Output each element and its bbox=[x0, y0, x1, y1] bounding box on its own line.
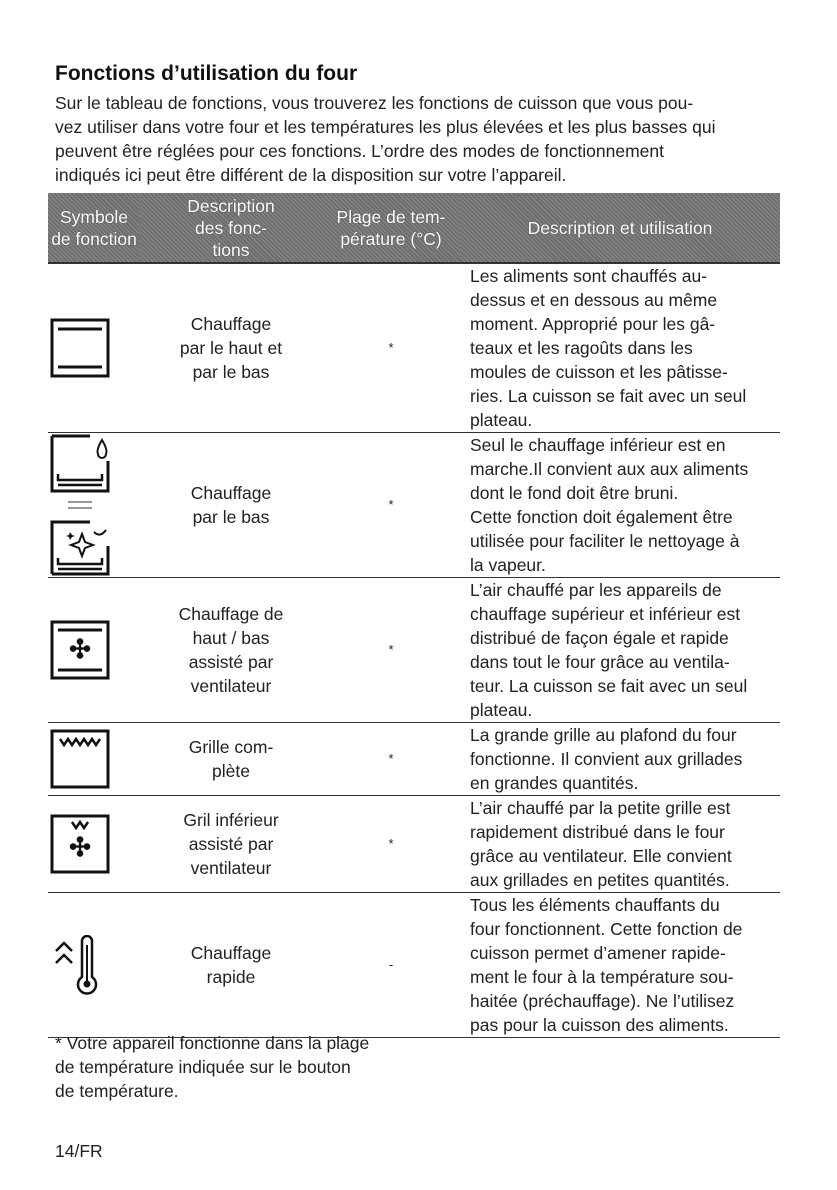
function-name: Chauffage par le haut et par le bas bbox=[140, 263, 322, 433]
function-description: La grande grille au plafond du four fonctionne. Il convient aux grillades en grandes quantités. bbox=[460, 723, 780, 796]
function-name: Chauffage de haut / bas assisté par ventilateur bbox=[140, 578, 322, 723]
table-header-row bbox=[48, 193, 780, 263]
section-title: Fonctions d’utilisation du four bbox=[55, 62, 358, 85]
header-function: Description des fonc- tions bbox=[140, 193, 322, 263]
table-row bbox=[48, 263, 780, 433]
function-description: L’air chauffé par la petite grille est rapidement distribué dans le four grâce au ventilateur. Elle convient aux grillades en petites quantités. bbox=[460, 796, 780, 893]
table-row bbox=[48, 796, 780, 893]
intro-paragraph: Sur le tableau de fonctions, vous trouverez les fonctions de cuisson que vous pou- vez utiliser dans votre four et les températures les plus élevées et les plus basses qui peuvent être réglées pour ces fonctions. L’ordre des modes de fonctionnement indiqués ici peut être différent de la disposition sur votre l’appareil. bbox=[55, 93, 716, 185]
function-name: Chauffage rapide bbox=[140, 893, 322, 1038]
header-temperature: Plage de tem- pérature (°C) bbox=[322, 193, 460, 263]
rapid-heat-icon bbox=[50, 935, 110, 995]
page-number: 14/FR bbox=[55, 1141, 103, 1161]
temperature-range: * bbox=[322, 578, 460, 723]
bottom-heat-steam-clean-icon bbox=[50, 434, 112, 576]
function-description: Tous les éléments chauffants du four fonctionnent. Cette fonction de cuisson permet d’amener rapide- ment le four à la température sou- haitée (préchauffage). Ne l’utilisez pas pour la cuisson des aliments. bbox=[460, 893, 780, 1038]
table-row bbox=[48, 578, 780, 723]
header-symbol: Symbole de fonction bbox=[48, 193, 140, 263]
oven-functions-table bbox=[48, 193, 780, 1038]
svg-text:✣: ✣ bbox=[69, 634, 91, 664]
function-name: Chauffage par le bas bbox=[140, 433, 322, 578]
function-name: Gril inférieur assisté par ventilateur bbox=[140, 796, 322, 893]
fan-assisted-top-bottom-icon bbox=[50, 620, 110, 680]
table-row bbox=[48, 723, 780, 796]
full-grill-icon bbox=[50, 729, 110, 789]
header-description: Description et utilisation bbox=[460, 193, 780, 263]
function-description: L’air chauffé par les appareils de chauffage supérieur et inférieur est distribué de façon égale et rapide dans tout le four grâce au ventila- teur. La cuisson se fait avec un seul plateau. bbox=[460, 578, 780, 723]
table-row bbox=[48, 433, 780, 578]
temperature-range: * bbox=[322, 263, 460, 433]
function-name: Grille com- plète bbox=[140, 723, 322, 796]
svg-text:✣: ✣ bbox=[69, 832, 91, 862]
fan-assisted-bottom-grill-icon bbox=[50, 814, 110, 874]
temperature-range: * bbox=[322, 433, 460, 578]
top-bottom-heat-icon bbox=[50, 318, 110, 378]
function-description: Les aliments sont chauffés au- dessus et en dessous au même moment. Approprié pour les gâ- teaux et les ragoûts dans les moules de cuisson et les pâtisse- ries. La cuisson se fait avec un seul plateau. bbox=[460, 263, 780, 433]
temperature-range: * bbox=[322, 796, 460, 893]
footnote: * Votre appareil fonctionne dans la plage de température indiquée sur le bouton de température. bbox=[55, 1033, 370, 1101]
temperature-range: * bbox=[322, 723, 460, 796]
temperature-range: - bbox=[322, 893, 460, 1038]
function-description: Seul le chauffage inférieur est en marche.Il convient aux aux aliments dont le fond doit être bruni. Cette fonction doit également être utilisée pour faciliter le nettoyage à la vapeur. bbox=[460, 433, 780, 578]
table-row bbox=[48, 893, 780, 1038]
